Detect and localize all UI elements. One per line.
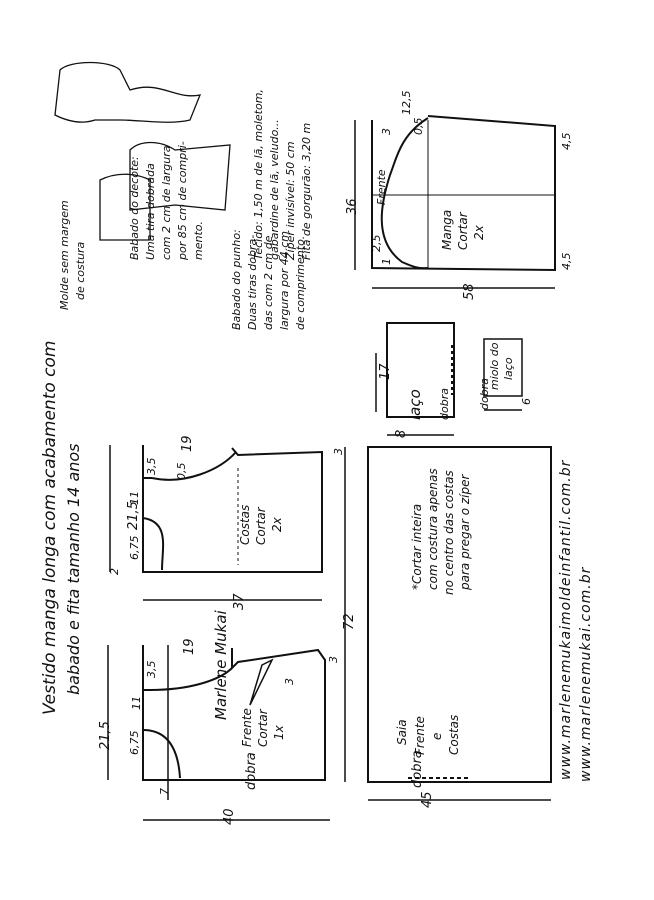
skirt-dim-72: 72 [342, 613, 357, 630]
back-dim-215: 21,5 [126, 501, 141, 530]
skirt-dim-45: 45 [420, 791, 435, 808]
babado-decote-3: por 85 cm de compri- [176, 141, 189, 260]
molde-note-1: Molde sem margem [58, 200, 71, 310]
back-dim-2: 2 [108, 568, 121, 575]
signature: Marlene Mukai [212, 610, 230, 720]
skirt-note-3: no centro das costas [442, 470, 456, 595]
website-1: www.marlenemukaimoldeinfantil.com.br [558, 459, 574, 780]
babado-decote-title: Babado do decote: [128, 156, 141, 260]
front-dim-3a: 3 [283, 678, 296, 685]
tecido-2: gabardine de lã, veludo... [268, 119, 281, 260]
sleeve-label-2: Cortar [456, 212, 470, 250]
back-dim-37: 37 [232, 593, 247, 610]
sleeve-label-3: 2x [472, 225, 486, 240]
back-dim-675: 6,75 [128, 535, 141, 560]
laco-label: laço [406, 389, 424, 420]
sleeve-dim-58: 58 [462, 283, 477, 300]
back-dim-3: 3 [332, 448, 345, 455]
laco-dobra: dobra [438, 388, 451, 420]
title-line-1: Vestido manga longa com acabamento com [40, 340, 60, 715]
skirt-note-4: para pregar o zíper [458, 474, 472, 590]
laco-dim-17: 17 [378, 363, 393, 380]
front-label-1: Frente [240, 708, 254, 747]
miolo-dim-6: 6 [520, 398, 533, 405]
front-dim-7: 7 [158, 788, 171, 795]
sleeve-frente: Frente [375, 169, 388, 205]
sleeve-dim-36: 36 [345, 198, 360, 215]
babado-punho-2: das com 2 cm de [262, 235, 275, 330]
sleeve-dim-125: 12,5 [400, 90, 413, 115]
miolo-label-1: miolo do [488, 342, 501, 390]
back-dim-19: 19 [180, 435, 195, 452]
tecido-4: Fita de gorgurão: 3,20 m [300, 122, 313, 260]
miolo-dobra: dobra [478, 378, 491, 410]
front-dim-35: 3,5 [145, 660, 158, 678]
sleeve-dim-1: 1 [380, 258, 393, 265]
babado-punho-1: Duas tiras dobra- [246, 234, 259, 330]
back-dim-05: 0,5 [175, 462, 188, 480]
tecido-1: Tecido: 1,50 m de lã, moletom, [252, 89, 265, 260]
sleeve-label-1: Manga [440, 209, 454, 250]
front-dim-width: 21,5 [98, 721, 113, 750]
back-label-2: Cortar [254, 507, 268, 545]
molde-note-2: de costura [74, 241, 87, 300]
front-dobra: dobra [244, 752, 259, 790]
front-dim-11: 11 [130, 696, 143, 710]
sleeve-dim-25: 2,5 [370, 234, 383, 252]
miolo-label-2: laço [502, 357, 515, 380]
babado-decote-1: Uma tira dobrada [144, 163, 157, 260]
skirt-label-2: Frente [413, 716, 427, 755]
babado-punho-3: largura por 44 cm [278, 230, 291, 330]
tecido-3: Zíper invisível: 50 cm [284, 141, 297, 260]
skirt-label-3: e [430, 732, 444, 740]
sleeve-dim-05: 0,5 [412, 117, 425, 135]
title-line-2: babado e fita tamanho 14 anos [64, 443, 83, 695]
back-dim-35: 3,5 [145, 457, 158, 475]
front-dim-675: 6,75 [128, 730, 141, 755]
back-label-1: Costas [238, 504, 252, 545]
skirt-note-1: *Cortar inteira [410, 503, 424, 590]
back-dim-11: 11 [128, 491, 141, 505]
sleeve-dim-45b: 4,5 [560, 252, 573, 270]
skirt-label-4: Costas [447, 714, 461, 755]
skirt-label-1: Saia [395, 719, 409, 745]
babado-punho-4: de comprimento. [294, 235, 307, 330]
babado-decote-4: mento. [192, 221, 205, 260]
sleeve-dim-45a: 4,5 [560, 132, 573, 150]
front-dim-3b: 3 [327, 656, 340, 663]
sleeve-dim-3: 3 [380, 128, 393, 135]
skirt-dobra: dobra [410, 750, 425, 788]
front-dim-19: 19 [182, 638, 197, 655]
babado-punho-title: Babado do punho: [230, 229, 243, 330]
front-dim-40: 40 [222, 808, 237, 825]
skirt-note-2: com costura apenas [426, 468, 440, 590]
front-label-2: Cortar [256, 709, 270, 747]
babado-decote-2: com 2 cm de largura [160, 145, 173, 260]
back-label-3: 2x [270, 517, 284, 532]
website-2: www.marlenemukai.com.br [578, 566, 594, 782]
front-label-3: 1x [272, 725, 286, 740]
laco-dim-8: 8 [394, 429, 409, 438]
